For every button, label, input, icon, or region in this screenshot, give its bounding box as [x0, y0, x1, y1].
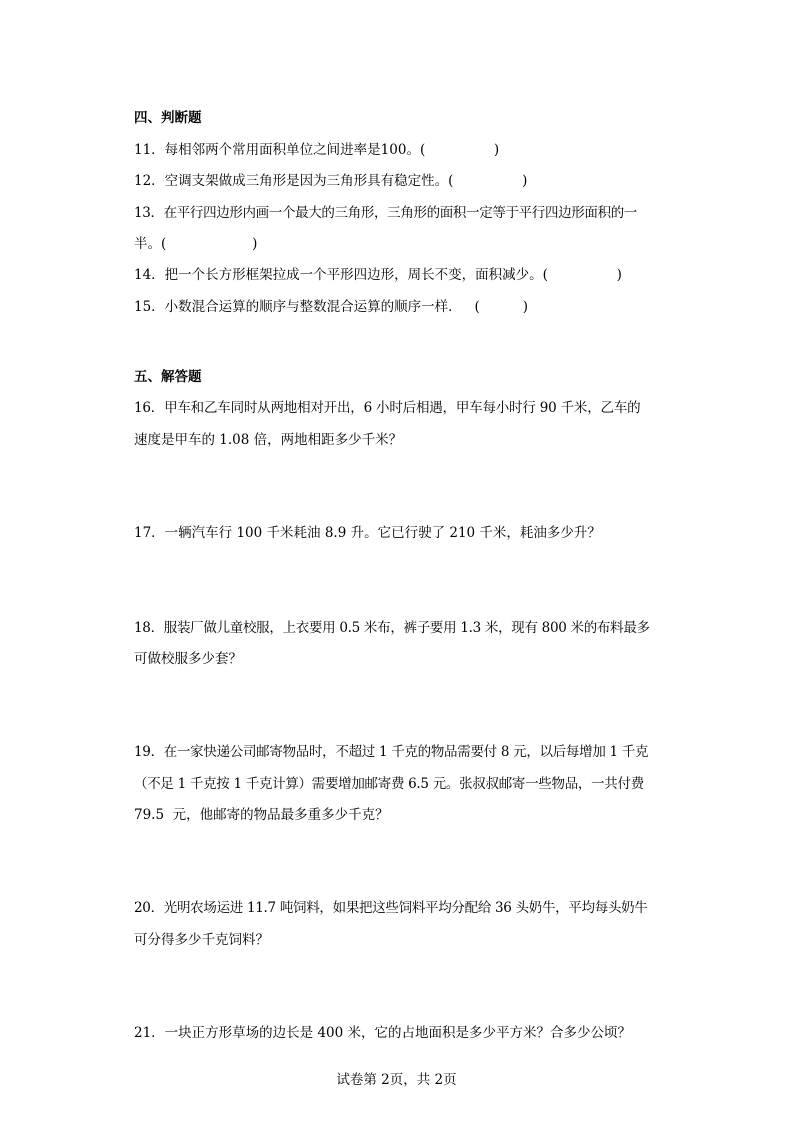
question-20-line-1: 20．光明农场运进 11.7 吨饲料，如果把这些饲料平均分配给 36 头奶牛，平均每头奶牛 — [134, 900, 648, 916]
question-16-line-1: 16．甲车和乙车同时从两地相对开出，6 小时后相遇，甲车每小时行 90 千米，乙车的 — [134, 400, 641, 416]
section-4-heading: 四、判断题 — [134, 110, 202, 126]
question-20-line-2: 可分得多少千克饲料？ — [134, 932, 269, 948]
question-19-line-3: 79.5 元，他邮寄的物品最多重多少千克？ — [134, 807, 389, 823]
question-14: 14．把一个长方形框架拉成一个平形四边形，周长不变，面积减少。( ) — [134, 267, 622, 283]
question-21: 21．一块正方形草场的边长是 400 米，它的占地面积是多少平方米？合多少公顷？ — [134, 1025, 632, 1041]
question-16-line-2: 速度是甲车的 1.08 倍，两地相距多少千米？ — [134, 432, 403, 448]
question-12: 12．空调支架做成三角形是因为三角形具有稳定性。( ) — [134, 173, 528, 189]
question-19-line-1: 19．在一家快递公司邮寄物品时，不超过 1 千克的物品需要付 8 元，以后每增加 1 千克 — [134, 744, 649, 760]
question-13-line-1: 13．在平行四边形内画一个最大的三角形，三角形的面积一定等于平行四边形面积的一 — [134, 205, 638, 221]
question-18-line-2: 可做校服多少套？ — [134, 651, 242, 667]
question-19-line-2: （不足 1 千克按 1 千克计算）需要增加邮寄费 6.5 元。张叔叔邮寄一些物品，一共付费 — [134, 776, 644, 792]
question-11: 11．每相邻两个常用面积单位之间进率是100。( ) — [134, 142, 500, 158]
section-5-heading: 五、解答题 — [134, 369, 202, 385]
question-17: 17．一辆汽车行 100 千米耗油 8.9 升。它已行驶了 210 千米，耗油多少升？ — [134, 525, 601, 541]
question-15: 15．小数混合运算的顺序与整数混合运算的顺序一样． ( ) — [134, 299, 528, 315]
question-18-line-1: 18．服装厂做儿童校服，上衣要用 0.5 米布，裤子要用 1.3 米，现有 800 米的布料最多 — [134, 620, 650, 636]
question-13-line-2: 半。( ) — [134, 236, 258, 252]
page-footer: 试卷第 2页，共 2页 — [336, 1072, 457, 1088]
